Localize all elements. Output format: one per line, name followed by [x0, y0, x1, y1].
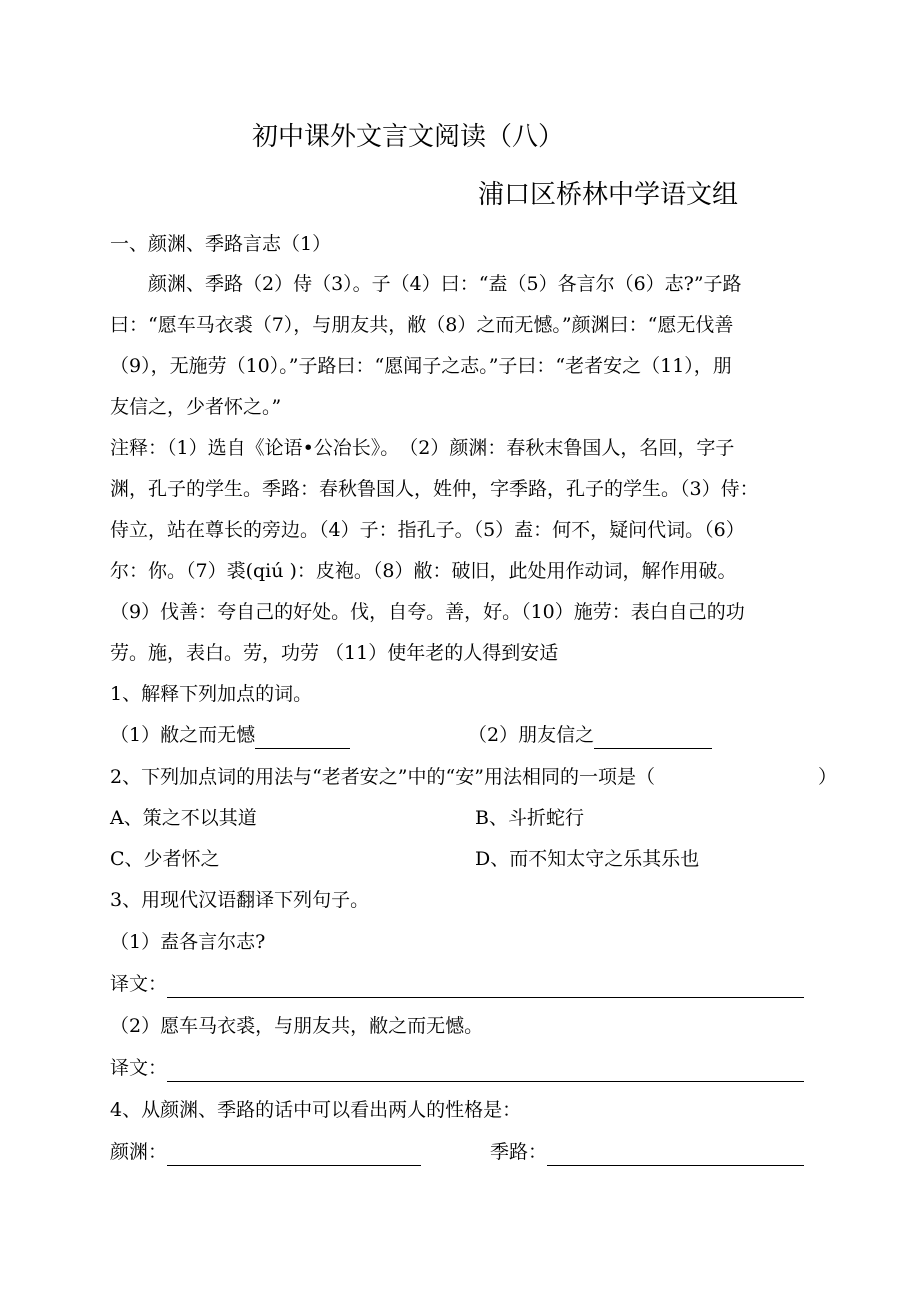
passage-line: 颜渊、季路（2）侍（3）。子（4）曰：“盍（5）各言尔（6）志?”子路 — [110, 273, 742, 295]
answer-blank[interactable] — [255, 726, 350, 749]
document-title: 初中课外文言文阅读（八） — [252, 122, 565, 152]
translation-blank[interactable] — [167, 1059, 804, 1082]
question-1-stem: 1、解释下列加点的词。 — [110, 683, 313, 705]
question-1-item-1 — [110, 721, 350, 749]
option-c: C、少者怀之 — [110, 848, 220, 870]
translation-label: 译文： — [110, 1057, 168, 1079]
question-2-stem: 2、下列加点词的用法与“老者安之”中的“安”用法相同的一项是（ — [110, 766, 655, 788]
translation-row-2 — [110, 1054, 804, 1082]
jilu-blank[interactable] — [547, 1143, 804, 1166]
author-line: 浦口区桥林中学语文组 — [478, 180, 739, 210]
question-3-stem: 3、用现代汉语翻译下列句子。 — [110, 889, 370, 911]
notes-line: 劳。施，表白。劳，功劳 （11）使年老的人得到安适 — [110, 642, 559, 664]
notes-line: 尔：你。（7）裘(qiú )：皮袍。（8）敝：破旧，此处用作动词，解作用破。 — [110, 560, 737, 582]
section-heading: 一、颜渊、季路言志（1） — [110, 233, 332, 255]
question-1-item-2-text: （2）朋友信之 — [468, 724, 595, 746]
option-b: B、斗折蛇行 — [475, 807, 584, 829]
translation-blank[interactable] — [167, 975, 804, 998]
answer-blank[interactable] — [594, 726, 712, 749]
question-3-sentence-2: （2）愿车马衣裘，与朋友共，敝之而无憾。 — [110, 1015, 484, 1037]
question-1-item-2 — [468, 721, 712, 749]
notes-line: 侍立，站在尊长的旁边。（4）子：指孔子。（5）盍：何不，疑问代词。（6） — [110, 519, 745, 541]
character-row-jilu — [490, 1138, 804, 1166]
question-4-stem: 4、从颜渊、季路的话中可以看出两人的性格是： — [110, 1099, 522, 1121]
passage-line: 曰：“愿车马衣裘（7），与朋友共，敝（8）之而无憾。”颜渊曰：“愿无伐善 — [110, 314, 734, 336]
question-2-close-paren: ） — [818, 766, 838, 788]
character-row-yanyuan — [110, 1138, 421, 1166]
translation-label: 译文： — [110, 973, 168, 995]
yanyuan-blank[interactable] — [167, 1143, 421, 1166]
translation-row-1 — [110, 970, 804, 998]
notes-line: 渊，孔子的学生。季路：春秋鲁国人，姓仲，字季路，孔子的学生。（3）侍： — [110, 478, 759, 500]
passage-line: （9），无施劳（10）。”子路曰：“愿闻子之志。”子曰：“老者安之（11），朋 — [110, 355, 732, 377]
question-3-sentence-1: （1）盍各言尔志? — [110, 931, 266, 953]
passage-line: 友信之，少者怀之。” — [110, 396, 282, 418]
option-a: A、策之不以其道 — [110, 807, 257, 829]
notes-line: 注释：（1）选自《论语•公冶长》。 （2）颜渊：春秋末鲁国人，名回，字子 — [110, 437, 735, 459]
question-1-item-1-text: （1）敝之而无憾 — [110, 724, 256, 746]
yanyuan-label: 颜渊： — [110, 1141, 168, 1163]
notes-line: （9）伐善：夸自己的好处。伐，自夸。善，好。（10）施劳：表白自己的功 — [110, 601, 745, 623]
jilu-label: 季路： — [490, 1141, 548, 1163]
option-d: D、而不知太守之乐其乐也 — [475, 848, 700, 870]
